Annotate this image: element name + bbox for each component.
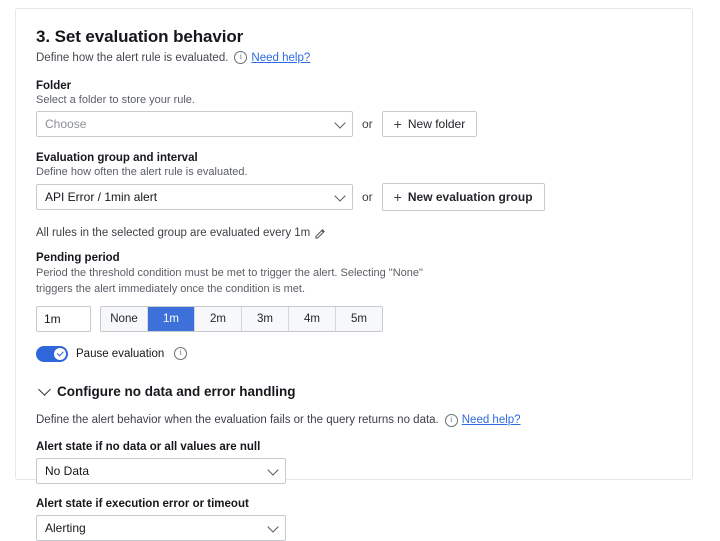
plus-icon: +: [393, 189, 402, 205]
evaluation-group-select[interactable]: [36, 184, 353, 210]
pending-period-label: Pending period: [36, 252, 120, 264]
evaluation-group-select-value: API Error / 1min alert: [45, 190, 158, 204]
execution-error-state-field: [36, 498, 672, 541]
page-title: 3. Set evaluation behavior: [36, 27, 244, 46]
chevron-down-icon: [267, 464, 278, 475]
info-icon: [445, 414, 458, 427]
pending-period-description: Period the threshold condition must be met to trigger the alert. Selecting "None" triggers the alert immediately once the condition is met.: [36, 267, 423, 295]
evaluation-group-or-text: or: [362, 190, 373, 204]
folder-field: [36, 80, 672, 137]
no-data-state-label: Alert state if no data or all values are null: [36, 440, 261, 453]
need-help-link[interactable]: Need help?: [251, 51, 311, 64]
pending-option-4m[interactable]: 4m: [289, 307, 336, 331]
folder-label: Folder: [36, 80, 72, 92]
pending-option-5m[interactable]: 5m: [336, 307, 382, 331]
chevron-down-icon: [334, 117, 345, 128]
step-description-text: Define how the alert rule is evaluated.: [36, 51, 229, 64]
folder-or-text: or: [362, 117, 373, 131]
plus-icon: +: [393, 116, 402, 132]
pending-option-2m[interactable]: 2m: [195, 307, 242, 331]
edit-pencil-icon[interactable]: [315, 228, 326, 239]
pending-period-input[interactable]: [36, 306, 91, 332]
execution-error-state-select[interactable]: [36, 515, 286, 541]
no-data-section-description-text: Define the alert behavior when the evaluation fails or the query returns no data.: [36, 414, 439, 427]
pending-option-none[interactable]: None: [101, 307, 148, 331]
chevron-down-icon: [38, 384, 51, 397]
interval-note-text: All rules in the selected group are evaluated every 1m: [36, 227, 311, 239]
execution-error-state-value: Alerting: [45, 520, 86, 535]
evaluation-group-label: Evaluation group and interval: [36, 152, 198, 164]
pause-evaluation-toggle[interactable]: [36, 346, 68, 362]
folder-row: [36, 111, 672, 137]
pending-period-row: [36, 306, 672, 332]
evaluation-group-field: [36, 152, 672, 211]
new-folder-label: New folder: [407, 117, 466, 131]
pause-evaluation-row: [36, 346, 672, 362]
no-data-state-value: No Data: [45, 463, 90, 478]
evaluation-group-sublabel: Define how often the alert rule is evaluated.: [36, 166, 248, 178]
chevron-down-icon: [267, 521, 278, 532]
new-evaluation-group-button[interactable]: [382, 183, 545, 211]
execution-error-state-label: Alert state if execution error or timeout: [36, 497, 249, 510]
chevron-down-icon: [334, 190, 345, 201]
no-data-state-field: [36, 441, 672, 484]
pending-option-3m[interactable]: 3m: [242, 307, 289, 331]
info-icon: [174, 347, 187, 360]
no-data-section-header[interactable]: [36, 384, 672, 399]
no-data-state-select[interactable]: [36, 458, 286, 484]
toggle-knob: [54, 348, 66, 360]
pause-evaluation-label: Pause evaluation: [76, 347, 165, 360]
folder-sublabel: Select a folder to store your rule.: [36, 94, 195, 106]
new-evaluation-group-label: New evaluation group: [407, 190, 533, 204]
no-data-section-title: Configure no data and error handling: [57, 383, 296, 399]
folder-select[interactable]: [36, 111, 353, 137]
info-icon: [234, 51, 247, 64]
interval-note: [36, 227, 672, 239]
folder-select-value: Choose: [45, 117, 87, 131]
pending-period-options: [100, 306, 383, 332]
pending-period-field: [36, 252, 672, 332]
new-folder-button[interactable]: [382, 111, 478, 137]
pending-option-1m[interactable]: 1m: [148, 307, 195, 331]
no-data-section-description: [36, 414, 672, 427]
need-help-link-handling[interactable]: Need help?: [461, 414, 521, 427]
evaluation-group-row: [36, 183, 672, 211]
step-description: [36, 51, 672, 64]
evaluation-behavior-panel: [15, 8, 693, 535]
